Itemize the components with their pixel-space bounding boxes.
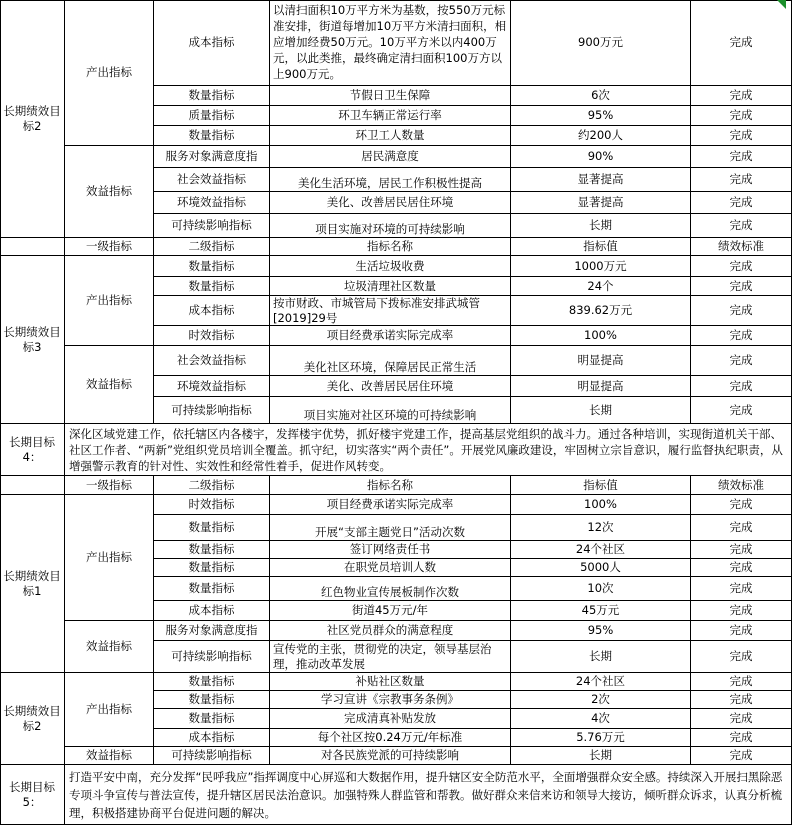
standard-cell: 完成 [691,495,792,515]
header-level1: 一级指标 [65,476,154,495]
indicator-name-cell: 项目实施对环境的可持续影响 [270,214,511,238]
indicator-name-cell: 节假日卫生保障 [270,86,511,106]
standard-cell: 完成 [691,296,792,326]
standard-cell: 完成 [691,397,792,424]
indicator-type-cell: 成本指标 [154,296,270,326]
indicator-value-cell: 839.62万元 [511,296,691,326]
standard-cell: 完成 [691,747,792,765]
goal-cell: 长期绩效目标2 [0,0,65,238]
indicator-value-cell: 显著提高 [511,168,691,192]
indicator-type-cell: 可持续影响指标 [154,214,270,238]
indicator-name-cell: 居民满意度 [270,146,511,168]
indicator-name-cell: 美化生活环境，居民工作积极性提高 [270,168,511,192]
indicator-value-cell: 12次 [511,515,691,541]
indicator-name-cell: 按市财政、市城管局下拨标准安排武城管[2019]29号 [270,296,511,326]
indicator-type-cell: 社会效益指标 [154,168,270,192]
indicator-name-cell: 生活垃圾收费 [270,256,511,277]
goal-description-cell: 打造平安中南，充分发挥“民呼我应”指挥调度中心屏巡和大数据作用，提升辖区安全防范水平，全面增强群众安全感。持续深入开展扫黑除恶专项斗争宣传与普法宣传，提升辖区居民法治意识。加强特殊人群监管和帮教。做好群众来信来访和领导大接访，倾听群众诉求，认真分析梳理，积极搭建协商平台促进问题的解决。 [65,765,792,825]
indicator-name-cell: 对各民族党派的可持续影响 [270,747,511,765]
indicator-type-cell: 质量指标 [154,106,270,126]
indicator-name-cell: 项目经费承诺实际完成率 [270,326,511,346]
indicator-name-cell: 补贴社区数量 [270,673,511,691]
standard-cell: 完成 [691,168,792,192]
goal-cell: 长期绩效目标1 [0,495,65,673]
goal-description-cell: 深化区域党建工作，依托辖区内各楼宇，发挥楼宇优势，抓好楼宇党建工作，提高基层党组织的战斗力。通过各种培训，实现街道机关干部、社区工作者、“两新”党组织党员培训全覆盖。抓守纪，切实落实“两个责任”。开展党风廉政建设，牢固树立宗旨意识，履行监督执纪职责，从增强警示教育的针对性、实效性和经常性着手，促进作风转变。 [65,424,792,476]
indicator-value-cell: 约200人 [511,126,691,146]
indicator-type-cell: 数量指标 [154,709,270,729]
level1-cell: 效益指标 [65,747,154,765]
standard-cell: 完成 [691,277,792,296]
indicator-type-cell: 可持续影响指标 [154,747,270,765]
indicator-value-cell: 4次 [511,709,691,729]
header-blank-cell [0,476,65,495]
goal-label-cell: 长期目标5： [0,765,65,825]
level1-cell: 产出指标 [65,495,154,621]
indicator-value-cell: 5.76万元 [511,729,691,747]
indicator-name-cell: 项目经费承诺实际完成率 [270,495,511,515]
indicator-type-cell: 数量指标 [154,277,270,296]
standard-cell: 完成 [691,0,792,86]
standard-cell: 完成 [691,126,792,146]
indicator-value-cell: 24个社区 [511,673,691,691]
indicator-value-cell: 900万元 [511,0,691,86]
indicator-value-cell: 90% [511,146,691,168]
indicator-value-cell: 100% [511,326,691,346]
indicator-type-cell: 服务对象满意度指 [154,146,270,168]
indicator-name-cell: 美化、改善居民居住环境 [270,376,511,397]
standard-cell: 完成 [691,709,792,729]
indicator-name-cell: 美化社区环境，保障居民正常生活 [270,346,511,376]
level1-cell: 效益指标 [65,621,154,673]
indicator-type-cell: 数量指标 [154,86,270,106]
standard-cell: 完成 [691,691,792,709]
header-indicator-value: 指标值 [511,238,691,256]
header-blank-cell [0,238,65,256]
indicator-type-cell: 数量指标 [154,691,270,709]
indicator-value-cell: 100% [511,495,691,515]
standard-cell: 完成 [691,641,792,673]
indicator-name-cell: 开展“支部主题党日”活动次数 [270,515,511,541]
goal-cell: 长期绩效目标3 [0,256,65,424]
indicator-type-cell: 数量指标 [154,126,270,146]
standard-cell: 完成 [691,256,792,277]
standard-cell: 完成 [691,541,792,559]
standard-cell: 完成 [691,346,792,376]
indicator-type-cell: 成本指标 [154,0,270,86]
indicator-name-cell: 垃圾清理社区数量 [270,277,511,296]
indicator-value-cell: 长期 [511,747,691,765]
standard-cell: 完成 [691,326,792,346]
indicator-value-cell: 显著提高 [511,192,691,214]
indicator-type-cell: 社会效益指标 [154,346,270,376]
indicator-type-cell: 可持续影响指标 [154,397,270,424]
indicator-type-cell: 数量指标 [154,559,270,577]
indicator-name-cell: 宣传党的主张，贯彻党的决定，领导基层治理，推动改革发展 [270,641,511,673]
indicator-name-cell: 街道45万元/年 [270,601,511,621]
standard-cell: 完成 [691,146,792,168]
standard-cell: 完成 [691,86,792,106]
indicator-type-cell: 成本指标 [154,729,270,747]
indicator-name-cell: 红色物业宣传展板制作次数 [270,577,511,601]
standard-cell: 完成 [691,106,792,126]
indicator-value-cell: 6次 [511,86,691,106]
level1-cell: 产出指标 [65,673,154,747]
indicator-name-cell: 环卫工人数量 [270,126,511,146]
comment-marker-icon [777,0,786,9]
indicator-value-cell: 45万元 [511,601,691,621]
indicator-value-cell: 长期 [511,397,691,424]
level1-cell: 产出指标 [65,256,154,346]
header-standard: 绩效标准 [691,238,792,256]
indicator-type-cell: 服务对象满意度指 [154,621,270,641]
indicator-name-cell: 签订网络责任书 [270,541,511,559]
standard-cell: 完成 [691,673,792,691]
indicator-value-cell: 长期 [511,214,691,238]
indicator-value-cell: 5000人 [511,559,691,577]
indicator-type-cell: 可持续影响指标 [154,641,270,673]
indicator-name-cell: 学习宣讲《宗教事务条例》 [270,691,511,709]
indicator-type-cell: 环境效益指标 [154,376,270,397]
header-indicator-value: 指标值 [511,476,691,495]
indicator-value-cell: 明显提高 [511,346,691,376]
standard-cell: 完成 [691,601,792,621]
indicator-value-cell: 10次 [511,577,691,601]
header-indicator-name: 指标名称 [270,238,511,256]
indicator-type-cell: 成本指标 [154,601,270,621]
indicator-name-cell: 以清扫面积10万平方米为基数，按550万元标准安排，街道每增加10万平方米清扫面积，相应增加经费50万元。10万平方米以内400万元，以此类推，最终确定清扫面积100万方以上900万元。 [270,0,511,86]
indicator-name-cell: 社区党员群众的满意程度 [270,621,511,641]
standard-cell: 完成 [691,515,792,541]
indicator-name-cell: 完成清真补贴发放 [270,709,511,729]
level1-cell: 产出指标 [65,0,154,146]
level1-cell: 效益指标 [65,146,154,238]
standard-cell: 完成 [691,621,792,641]
indicator-value-cell: 95% [511,621,691,641]
indicator-value-cell: 长期 [511,641,691,673]
level1-cell: 效益指标 [65,346,154,424]
standard-cell: 完成 [691,376,792,397]
indicator-type-cell: 时效指标 [154,495,270,515]
standard-cell: 完成 [691,577,792,601]
indicator-value-cell: 1000万元 [511,256,691,277]
header-indicator-name: 指标名称 [270,476,511,495]
indicator-name-cell: 每个社区按0.24万元/年标准 [270,729,511,747]
indicator-value-cell: 24个 [511,277,691,296]
indicator-type-cell: 数量指标 [154,541,270,559]
indicator-name-cell: 环卫车辆正常运行率 [270,106,511,126]
indicator-name-cell: 在职党员培训人数 [270,559,511,577]
indicator-value-cell: 95% [511,106,691,126]
header-level2: 二级指标 [154,238,270,256]
standard-cell: 完成 [691,559,792,577]
standard-cell: 完成 [691,192,792,214]
standard-cell: 完成 [691,729,792,747]
indicator-type-cell: 时效指标 [154,326,270,346]
header-level1: 一级指标 [65,238,154,256]
indicator-type-cell: 环境效益指标 [154,192,270,214]
indicator-name-cell: 项目实施对社区环境的可持续影响 [270,397,511,424]
indicator-type-cell: 数量指标 [154,515,270,541]
indicator-name-cell: 美化、改善居民居住环境 [270,192,511,214]
indicator-type-cell: 数量指标 [154,577,270,601]
indicator-value-cell: 明显提高 [511,376,691,397]
indicator-value-cell: 2次 [511,691,691,709]
header-standard: 绩效标准 [691,476,792,495]
indicator-value-cell: 24个社区 [511,541,691,559]
indicator-type-cell: 数量指标 [154,256,270,277]
standard-cell: 完成 [691,214,792,238]
header-level2: 二级指标 [154,476,270,495]
goal-label-cell: 长期目标4： [0,424,65,476]
goal-cell: 长期绩效目标2 [0,673,65,765]
indicator-type-cell: 数量指标 [154,673,270,691]
